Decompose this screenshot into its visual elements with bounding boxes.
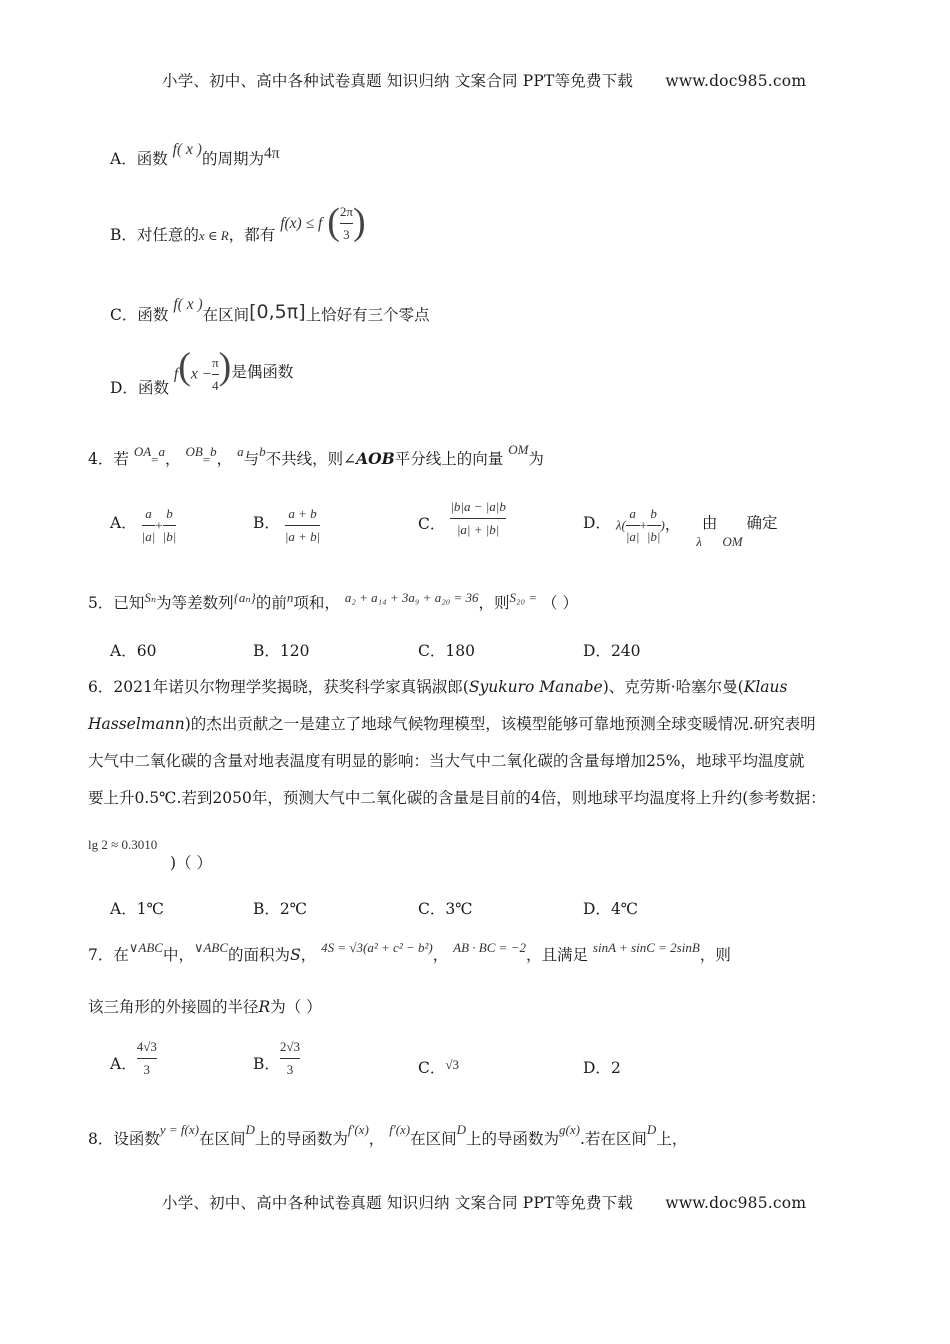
question-5: 5．已知Sₙ为等差数列{aₙ}的前n项和， a₂ + a₁₄ + 3a₉ + a₂₀ = 36，则S₂₀ = （ ） — [88, 590, 578, 612]
header-url: www.doc985.com — [665, 72, 807, 90]
q7-option-a: A． $\frac{4√3}{3}$ — [110, 1039, 157, 1077]
header-text: 小学、初中、高中各种试卷真题 知识归纳 文案合同 PPT等免费下载 — [162, 72, 634, 90]
question-6-line-3: 大气中二氧化碳的含量对地表温度有明显的影响：当大气中二氧化碳的含量每增加25%，地球平均温度就 — [88, 752, 805, 770]
question-6-line-4: 要上升0.5℃.若到2050年，预测大气中二氧化碳的含量是目前的4倍，则地球平均温度将上升约(参考数据： — [88, 789, 826, 807]
q5-option-c: C．180 — [418, 642, 475, 660]
footer-text: 小学、初中、高中各种试卷真题 知识归纳 文案合同 PPT等免费下载 — [162, 1194, 634, 1212]
q6-option-b: B．2℃ — [253, 900, 308, 918]
footer-url: www.doc985.com — [665, 1194, 807, 1212]
question-7-line-2: 该三角形的外接圆的半径R为（ ） — [88, 998, 322, 1016]
question-6-paren: )（ ） — [170, 854, 212, 872]
q3-option-a: A．函数 f( x )的周期为4π — [110, 141, 280, 168]
q4-option-a: A． $\frac{a}{|a|}$ + $\frac{b}{|b|}$ — [110, 506, 177, 544]
page-header — [162, 69, 806, 91]
q4-option-d: D． λ( $\frac{a}{|a|}$ + $\frac{b}{|b|}$ )， $_\lambda$由 $_{OM}$确定 — [583, 506, 778, 549]
question-6-line-1: 6．2021年诺贝尔物理学奖揭晓，获奖科学家真锅淑郎(Syukuro Manabe)、克劳斯·哈塞尔曼(Klaus — [88, 678, 788, 696]
q5-option-a: A．60 — [110, 642, 157, 660]
page-footer — [162, 1191, 806, 1213]
q7-option-b: B． $\frac{2√3}{3}$ — [253, 1039, 301, 1077]
question-6-line-2: Hasselmann)的杰出贡献之一是建立了地球气候物理模型，该模型能够可靠地预测全球变暖情况.研究表明 — [88, 715, 816, 733]
question-6-line-5: lg 2 ≈ 0.3010 — [88, 837, 158, 852]
q4-option-b: B． $\frac{a + b}{|a + b|}$ — [253, 506, 321, 544]
q6-option-d: D．4℃ — [583, 900, 639, 918]
q6-option-c: C．3℃ — [418, 900, 473, 918]
q3-option-c: C．函数 f( x )在区间[0,5π]上恰好有三个零点 — [110, 296, 430, 324]
q7-option-c: C．$^{√3}$ — [418, 1057, 460, 1077]
q3-option-b: B．对任意的$_{x \in R}$，都有 f(x) ≤ f ( $\frac{2\pi}{3}$ ) — [110, 200, 366, 244]
question-8: 8．设函数y = f(x)在区间D上的导函数为f′(x)， f′(x)在区间D上的导函数为g(x).若在区间D上， — [88, 1122, 688, 1148]
question-7: 7．在∨ABC中，∨ABC的面积为S， 4S = √3(a² + c² − b²)， AB · BC = −2，且满足 sinA + sinC = 2sinB，则 — [88, 940, 731, 964]
q5-option-d: D．240 — [583, 642, 641, 660]
q3-option-d: D．函数 f(x − $\frac{\pi}{4}$ )是偶函数 — [110, 345, 294, 397]
q5-option-b: B．120 — [253, 642, 310, 660]
q7-option-d: D．2 — [583, 1059, 621, 1077]
question-4: 4．若 $OA_=a$， $OB_=b$， a与b不共线，则∠AOB平分线上的向量 OM为 — [88, 442, 544, 468]
q6-option-a: A．1℃ — [110, 900, 164, 918]
q4-option-c: C． $\frac{|b|a - |a|b}{|a| + |b|}$ — [418, 499, 506, 537]
